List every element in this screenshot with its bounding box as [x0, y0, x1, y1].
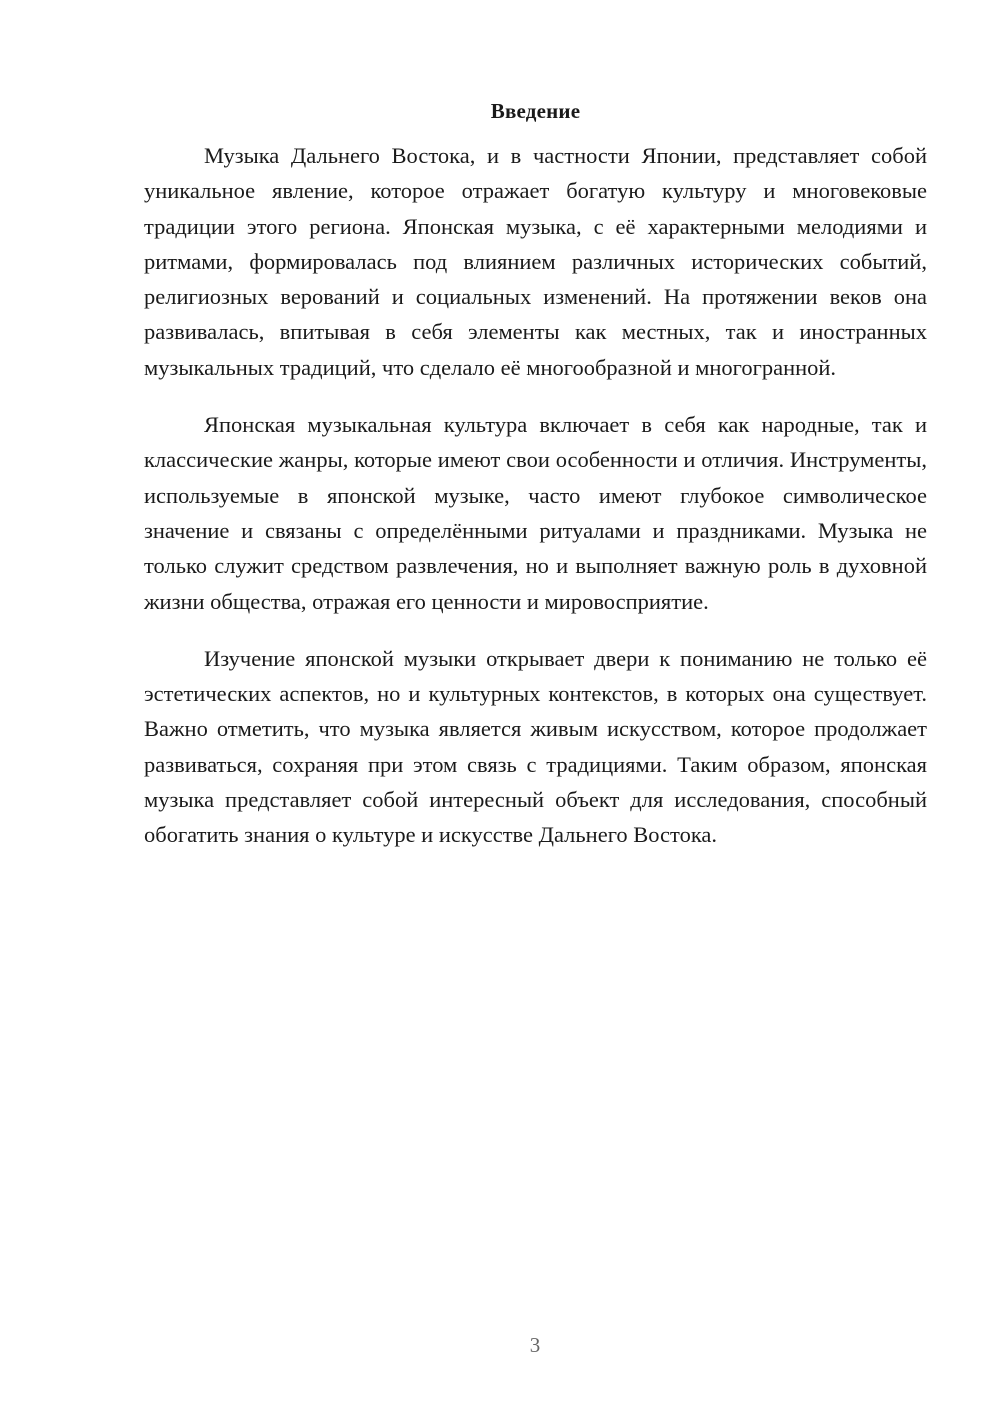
- paragraph-3: Изучение японской музыки открывает двери к пониманию не только её эстетических аспектов, но и культурных контекстов, в которых она существует. Важно отметить, что музыка является живым искусством, которое продолжает развиваться, сохраняя при этом связь с традициями. Таким образом, японская музыка представляет собой интересный объект для исследования, способный обогатить знания о культуре и искусстве Дальнего Востока.: [144, 645, 927, 848]
- section-title: Введение: [490, 99, 581, 123]
- paragraph-1: Музыка Дальнего Востока, и в частности Японии, представляет собой уникальное явление, которое отражает богатую культуру и многовековые традиции этого региона. Японская музыка, с её характерными мелодиями и ритмами, формировалась под влиянием различных исторических событий, религиозных верований и социальных изменений. На протяжении веков она развивалась, впитывая в себя элементы как местных, так и иностранных музыкальных традиций, что сделало её многообразной и многогранной.: [144, 143, 927, 380]
- page-number: 3: [529, 1333, 541, 1357]
- paragraph-2: Японская музыкальная культура включает в себя как народные, так и классические жанры, которые имеют свои особенности и отличия. Инструменты, используемые в японской музыке, часто имеют глубокое символическое значение и связаны с определёнными ритуалами и праздниками. Музыка не только служит средством развлечения, но и выполняет важную роль в духовной жизни общества, отражая его ценности и мировосприятие.: [144, 412, 927, 614]
- page-content: [144, 96, 927, 875]
